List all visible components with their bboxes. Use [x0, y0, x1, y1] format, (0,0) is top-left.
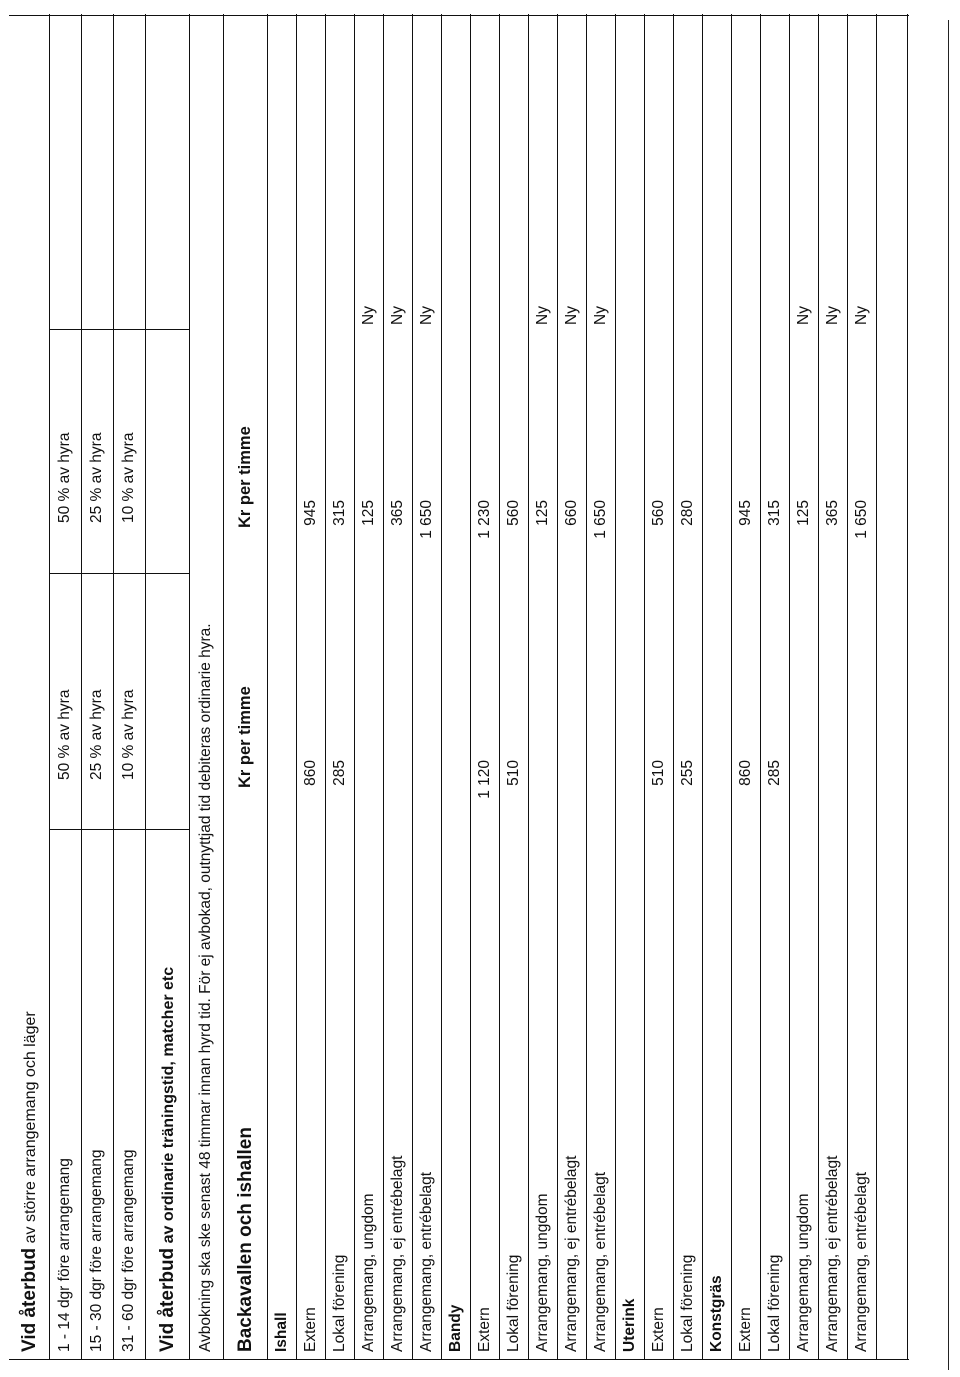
column-divider: [49, 329, 189, 330]
col2-header: Kr per timme: [236, 426, 254, 528]
value-col2: 315: [766, 500, 783, 526]
note-col: Ny: [389, 306, 406, 325]
table-row: [499, 14, 528, 1360]
section-header: [441, 14, 470, 1360]
row-label: Extern: [302, 1307, 319, 1352]
value-col1: 10 % av hyra: [120, 689, 137, 780]
value-col2: 945: [737, 500, 754, 526]
row-label: Arrangemang, ej entrébelagt: [389, 1155, 406, 1352]
border-right: [9, 15, 909, 16]
note-col: Ny: [795, 306, 812, 325]
value-col2: 315: [331, 500, 348, 526]
row-label: Arrangemang, entrébelagt: [418, 1171, 435, 1352]
section-name: Bandy: [447, 1304, 464, 1352]
value-col2: 1 650: [418, 500, 435, 539]
row-label: Lokal förening: [679, 1254, 696, 1352]
cancellation-title: Vid återbud av större arrangemang och läger: [19, 1011, 40, 1352]
value-col2: 1 650: [853, 500, 870, 539]
ordinary-note: Avbokning ska ske senast 48 timmar innan hyrd tid. För ej avbokad, outnyttjad tid debiteras ordinarie hyra.: [197, 623, 214, 1352]
note-col: Ny: [534, 306, 551, 325]
page-edge-line: [948, 20, 949, 1370]
row-label: 31 - 60 dgr före arrangemang: [120, 1149, 137, 1352]
value-col1: 510: [650, 760, 667, 786]
pricing-title: Backavallen och ishallen: [235, 1127, 256, 1352]
value-col2: 50 % av hyra: [56, 432, 73, 523]
value-col2: 945: [302, 500, 319, 526]
row-label: 15 - 30 dgr före arrangemang: [88, 1149, 105, 1352]
value-col2: 1 230: [476, 500, 493, 539]
row-label: Arrangemang, ungdom: [534, 1193, 551, 1352]
value-col2: 280: [679, 500, 696, 526]
value-col2: 125: [360, 500, 377, 526]
table-row: [325, 14, 354, 1360]
row-label: Arrangemang, entrébelagt: [592, 1171, 609, 1352]
table-row: [731, 14, 760, 1360]
table-row: [644, 14, 673, 1360]
row-label: Extern: [650, 1307, 667, 1352]
table-row: [383, 14, 412, 1360]
divider: [876, 14, 877, 1360]
cancellation-title-row: [9, 14, 49, 1360]
value-col2: 660: [563, 500, 580, 526]
value-col1: 50 % av hyra: [56, 689, 73, 780]
value-col1: 1 120: [476, 760, 493, 799]
value-col1: 255: [679, 760, 696, 786]
table-row: [354, 14, 383, 1360]
section-header: [267, 14, 296, 1360]
rotated-document-page: [9, 14, 909, 1360]
note-col: Ny: [360, 306, 377, 325]
value-col1: 25 % av hyra: [88, 689, 105, 780]
section-name: Uterink: [621, 1298, 638, 1352]
row-label: Arrangemang, entrébelagt: [853, 1171, 870, 1352]
row-label: Lokal förening: [331, 1254, 348, 1352]
cancellation-row: [81, 14, 113, 1360]
table-row: [296, 14, 325, 1360]
table-row: [586, 14, 615, 1360]
row-label: Arrangemang, ej entrébelagt: [563, 1155, 580, 1352]
value-col2: 125: [795, 500, 812, 526]
row-label: Arrangemang, ungdom: [360, 1193, 377, 1352]
table-row: [412, 14, 441, 1360]
row-label: Lokal förening: [766, 1254, 783, 1352]
value-col1: 860: [737, 760, 754, 786]
value-col2: 1 650: [592, 500, 609, 539]
table-row: [470, 14, 499, 1360]
border-left: [9, 1359, 909, 1360]
pricing-header-row: [223, 14, 267, 1360]
table-row: [818, 14, 847, 1360]
value-col1: 285: [766, 760, 783, 786]
section-name: Ishall: [273, 1312, 290, 1352]
value-col2: 25 % av hyra: [88, 432, 105, 523]
row-label: Extern: [476, 1307, 493, 1352]
cancellation-row: [49, 14, 81, 1360]
value-col2: 560: [650, 500, 667, 526]
ordinary-title-row: [145, 14, 189, 1360]
row-label: Arrangemang, ej entrébelagt: [824, 1155, 841, 1352]
col1-header: Kr per timme: [236, 686, 254, 788]
value-col2: 560: [505, 500, 522, 526]
section-header: [702, 14, 731, 1360]
section-header: [615, 14, 644, 1360]
row-label: 1 - 14 dgr före arrangemang: [56, 1158, 73, 1352]
note-col: Ny: [824, 306, 841, 325]
table-row: [528, 14, 557, 1360]
value-col1: 285: [331, 760, 348, 786]
column-divider: [49, 829, 189, 830]
ordinary-title: Vid återbud av ordinarie träningstid, matcher etc: [157, 966, 178, 1352]
table-row: [557, 14, 586, 1360]
ordinary-note-row: [189, 14, 223, 1360]
note-col: Ny: [418, 306, 435, 325]
border-bottom: [907, 14, 908, 1360]
value-col1: 510: [505, 760, 522, 786]
note-col: Ny: [853, 306, 870, 325]
section-name: Konstgräs: [708, 1275, 725, 1352]
value-col2: 10 % av hyra: [120, 432, 137, 523]
value-col2: 365: [389, 500, 406, 526]
note-col: Ny: [563, 306, 580, 325]
cancellation-row: [113, 14, 145, 1360]
row-label: Extern: [737, 1307, 754, 1352]
table-row: [789, 14, 818, 1360]
row-label: Arrangemang, ungdom: [795, 1193, 812, 1352]
value-col2: 125: [534, 500, 551, 526]
table-row: [847, 14, 876, 1360]
value-col2: 365: [824, 500, 841, 526]
table-row: [673, 14, 702, 1360]
table-row: [760, 14, 789, 1360]
note-col: Ny: [592, 306, 609, 325]
row-label: Lokal förening: [505, 1254, 522, 1352]
column-divider: [49, 573, 189, 574]
value-col1: 860: [302, 760, 319, 786]
